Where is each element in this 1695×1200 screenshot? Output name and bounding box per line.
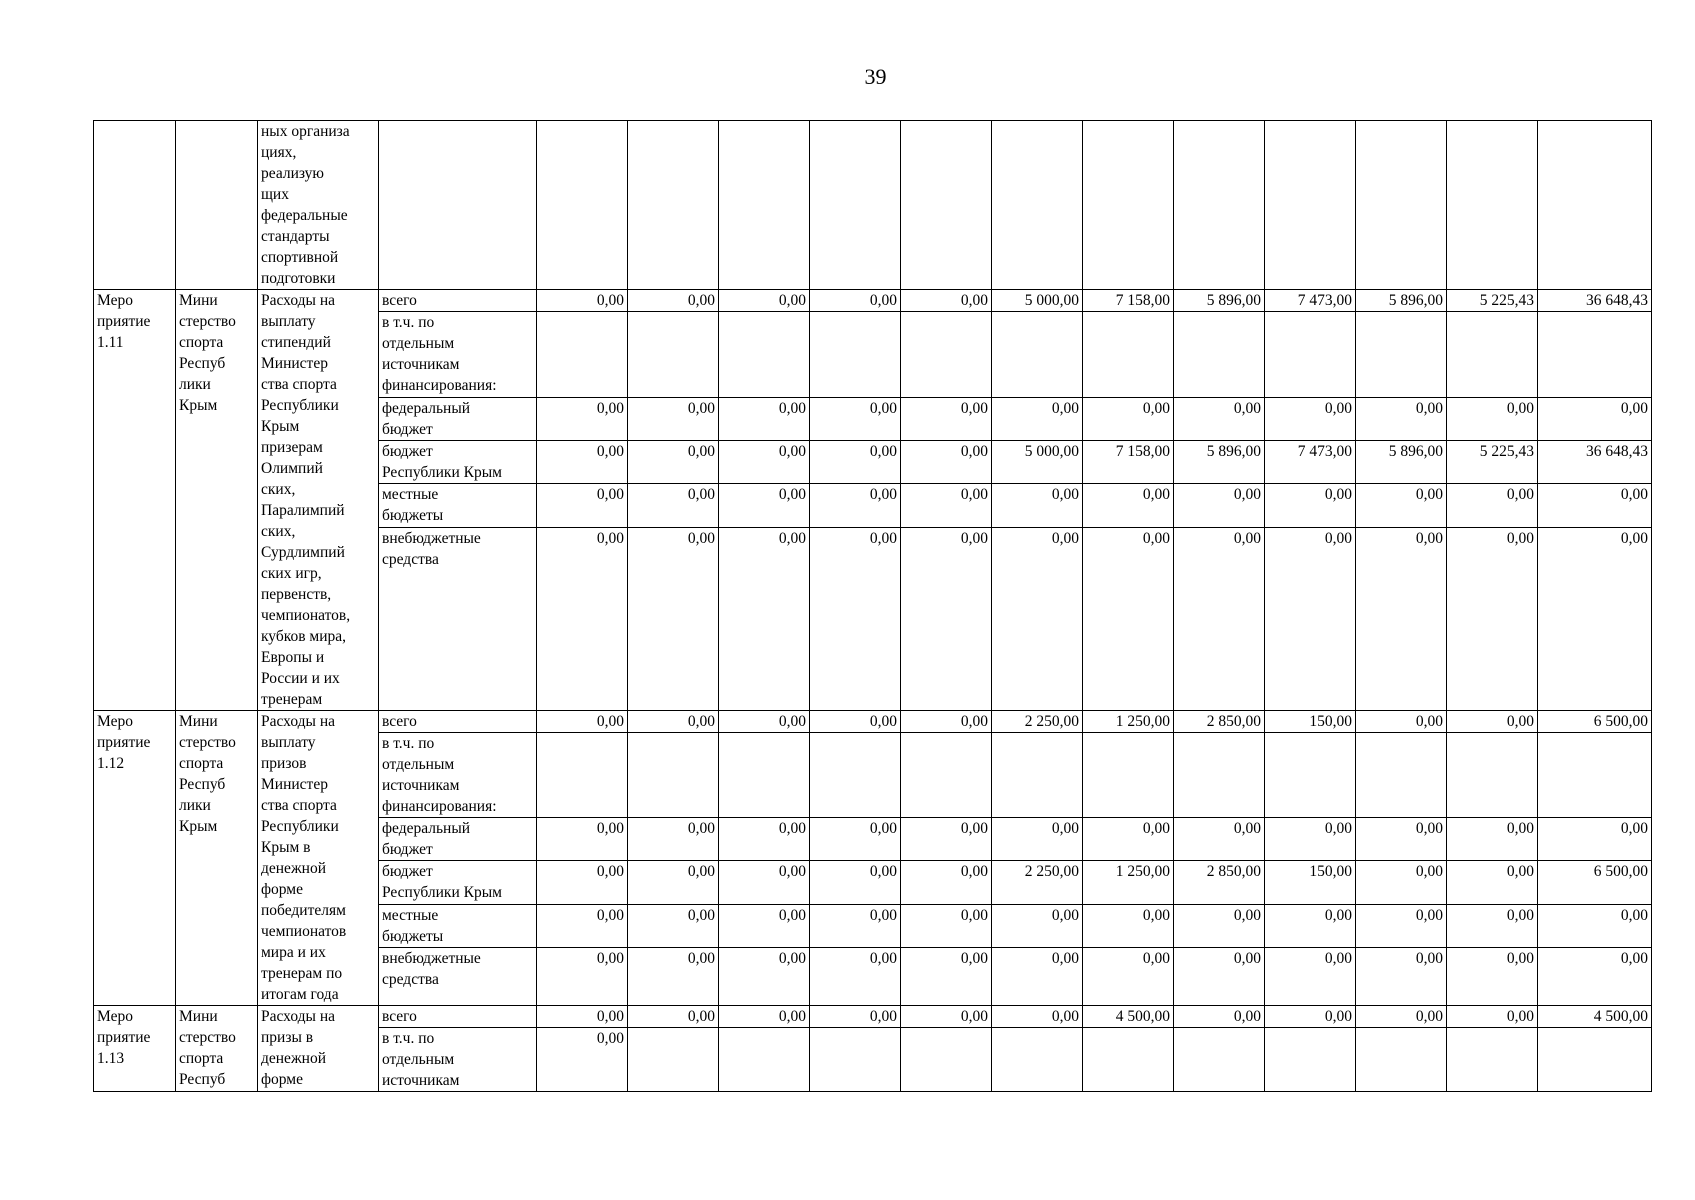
- value-cell: 5 225,43: [1447, 441, 1538, 484]
- value-cell: 4 500,00: [1538, 1006, 1652, 1028]
- cell-empty: [1265, 121, 1356, 290]
- value-cell: 0,00: [628, 818, 719, 861]
- value-cell: 7 158,00: [1083, 290, 1174, 312]
- value-cell: 0,00: [537, 711, 628, 733]
- value-cell: 0,00: [992, 818, 1083, 861]
- value-cell: 0,00: [1174, 484, 1265, 527]
- value-cell: 0,00: [1174, 818, 1265, 861]
- measure-name-cell: Расходы на выплату призов Министер ства спорта Республики Крым в денежной форме победителям чемпионатов мира и их тренерам по итогам года: [258, 711, 379, 1006]
- cell-empty: [1356, 312, 1447, 398]
- value-cell: 0,00: [628, 861, 719, 904]
- value-cell: 0,00: [1538, 397, 1652, 440]
- value-cell: 0,00: [901, 711, 992, 733]
- value-cell: 0,00: [901, 441, 992, 484]
- funding-source-label: местные бюджеты: [379, 904, 537, 947]
- table-row: [94, 121, 1652, 290]
- value-cell: 0,00: [810, 711, 901, 733]
- funding-source-label: всего: [379, 290, 537, 312]
- value-cell: 5 896,00: [1174, 290, 1265, 312]
- value-cell: 4 500,00: [1083, 1006, 1174, 1028]
- value-cell: 0,00: [719, 397, 810, 440]
- cell-empty: [1083, 1028, 1174, 1092]
- value-cell: 0,00: [1083, 527, 1174, 710]
- executor-cell: Мини стерство спорта Респуб лики Крым: [176, 711, 258, 1006]
- value-cell: 0,00: [628, 711, 719, 733]
- funding-source-label: федеральный бюджет: [379, 818, 537, 861]
- value-cell: 0,00: [1265, 818, 1356, 861]
- value-cell: 0,00: [628, 484, 719, 527]
- page-number: 39: [864, 64, 887, 89]
- value-cell: 0,00: [537, 527, 628, 710]
- cell-empty: [1538, 312, 1652, 398]
- cell-empty: [719, 733, 810, 818]
- table-row: [94, 1006, 1652, 1028]
- value-cell: 0,00: [1265, 397, 1356, 440]
- value-cell: 0,00: [719, 484, 810, 527]
- value-cell: 0,00: [1265, 1006, 1356, 1028]
- value-cell: 0,00: [628, 290, 719, 312]
- value-cell: 0,00: [628, 947, 719, 1005]
- value-cell: 0,00: [1356, 1006, 1447, 1028]
- value-cell: 0,00: [1538, 904, 1652, 947]
- value-cell: 7 473,00: [1265, 290, 1356, 312]
- value-cell: 0,00: [1174, 904, 1265, 947]
- cell-empty: [992, 121, 1083, 290]
- value-cell: 0,00: [901, 818, 992, 861]
- funding-source-label: в т.ч. по отдельным источникам финансирования:: [379, 312, 537, 398]
- value-cell: 2 250,00: [992, 711, 1083, 733]
- cell-empty: [1447, 312, 1538, 398]
- cell-empty: [992, 1028, 1083, 1092]
- funding-source-label: в т.ч. по отдельным источникам: [379, 1028, 537, 1092]
- cell-empty: [537, 312, 628, 398]
- value-cell: 0,00: [1356, 397, 1447, 440]
- table-body: [94, 121, 1652, 1092]
- value-cell: 0,00: [537, 818, 628, 861]
- value-cell: 0,00: [1447, 397, 1538, 440]
- value-cell: 0,00: [1538, 947, 1652, 1005]
- value-cell: 5 896,00: [1356, 290, 1447, 312]
- value-cell: 0,00: [901, 904, 992, 947]
- cell-empty: [810, 733, 901, 818]
- executor-cell: Мини стерство спорта Респуб лики Крым: [176, 290, 258, 711]
- value-cell: 2 250,00: [992, 861, 1083, 904]
- value-cell: 0,00: [537, 1028, 628, 1092]
- value-cell: 0,00: [810, 441, 901, 484]
- executor-cell: Мини стерство спорта Респуб: [176, 1006, 258, 1092]
- cell-empty: [719, 312, 810, 398]
- cell-empty: [1538, 733, 1652, 818]
- value-cell: 0,00: [992, 527, 1083, 710]
- value-cell: 0,00: [1447, 1006, 1538, 1028]
- cell-empty: [1174, 1028, 1265, 1092]
- value-cell: 1 250,00: [1083, 711, 1174, 733]
- cell-empty: [1356, 733, 1447, 818]
- value-cell: 0,00: [992, 947, 1083, 1005]
- cell-empty: [628, 733, 719, 818]
- measure-id-cell: Меро приятие 1.13: [94, 1006, 176, 1092]
- value-cell: 0,00: [1538, 527, 1652, 710]
- cell-empty: [1174, 121, 1265, 290]
- cell-empty: [1447, 733, 1538, 818]
- cell-empty: [719, 121, 810, 290]
- cell-empty: [1356, 121, 1447, 290]
- value-cell: 0,00: [1447, 861, 1538, 904]
- value-cell: 0,00: [1356, 484, 1447, 527]
- cell-empty: [810, 121, 901, 290]
- value-cell: 0,00: [537, 484, 628, 527]
- value-cell: 0,00: [1538, 818, 1652, 861]
- value-cell: 0,00: [901, 1006, 992, 1028]
- value-cell: 0,00: [1356, 904, 1447, 947]
- value-cell: 0,00: [719, 1006, 810, 1028]
- cell-empty: [810, 1028, 901, 1092]
- value-cell: 0,00: [628, 397, 719, 440]
- cell-empty: [992, 312, 1083, 398]
- cell-empty: [901, 121, 992, 290]
- value-cell: 0,00: [537, 441, 628, 484]
- value-cell: 0,00: [1083, 397, 1174, 440]
- cell-empty: [810, 312, 901, 398]
- value-cell: 0,00: [1447, 527, 1538, 710]
- value-cell: 0,00: [1447, 711, 1538, 733]
- value-cell: 0,00: [1447, 484, 1538, 527]
- value-cell: 0,00: [1083, 818, 1174, 861]
- cell-empty: [1265, 312, 1356, 398]
- cell-empty: [1083, 121, 1174, 290]
- value-cell: 0,00: [1356, 818, 1447, 861]
- value-cell: 0,00: [992, 397, 1083, 440]
- value-cell: 0,00: [537, 861, 628, 904]
- value-cell: 0,00: [537, 290, 628, 312]
- table-row: [94, 711, 1652, 733]
- cell-empty: [1265, 733, 1356, 818]
- cell-empty: [537, 733, 628, 818]
- measure-name-cell: Расходы на выплату стипендий Министер ства спорта Республики Крым призерам Олимпий ских, Паралимпий ских, Сурдлимпий ских игр, первенств, чемпионатов, кубков мира, Европы и России и их тренерам: [258, 290, 379, 711]
- value-cell: 36 648,43: [1538, 441, 1652, 484]
- value-cell: 5 896,00: [1356, 441, 1447, 484]
- value-cell: 0,00: [719, 947, 810, 1005]
- value-cell: 5 225,43: [1447, 290, 1538, 312]
- value-cell: 0,00: [1447, 947, 1538, 1005]
- cell-empty: [901, 1028, 992, 1092]
- value-cell: 6 500,00: [1538, 711, 1652, 733]
- value-cell: 0,00: [1265, 527, 1356, 710]
- cell-empty: [94, 121, 176, 290]
- value-cell: 150,00: [1265, 861, 1356, 904]
- measure-id-cell: Меро приятие 1.12: [94, 711, 176, 1006]
- value-cell: 0,00: [1356, 861, 1447, 904]
- value-cell: 0,00: [810, 397, 901, 440]
- funding-source-label: всего: [379, 711, 537, 733]
- value-cell: 5 000,00: [992, 290, 1083, 312]
- value-cell: 0,00: [1265, 947, 1356, 1005]
- funding-source-label: федеральный бюджет: [379, 397, 537, 440]
- value-cell: 0,00: [810, 484, 901, 527]
- value-cell: 6 500,00: [1538, 861, 1652, 904]
- value-cell: 0,00: [1447, 818, 1538, 861]
- value-cell: 0,00: [1174, 1006, 1265, 1028]
- cell-empty: [992, 733, 1083, 818]
- value-cell: 0,00: [1174, 527, 1265, 710]
- value-cell: 2 850,00: [1174, 861, 1265, 904]
- value-cell: 0,00: [1265, 484, 1356, 527]
- value-cell: 0,00: [537, 1006, 628, 1028]
- value-cell: 0,00: [719, 904, 810, 947]
- cell-empty: [1356, 1028, 1447, 1092]
- value-cell: 0,00: [901, 290, 992, 312]
- cell-empty: [1174, 733, 1265, 818]
- value-cell: 0,00: [1265, 904, 1356, 947]
- value-cell: 0,00: [901, 527, 992, 710]
- funding-source-label: всего: [379, 1006, 537, 1028]
- value-cell: 0,00: [628, 904, 719, 947]
- funding-source-label: в т.ч. по отдельным источникам финансирования:: [379, 733, 537, 818]
- value-cell: 0,00: [1447, 904, 1538, 947]
- cell-empty: [1538, 1028, 1652, 1092]
- value-cell: 0,00: [719, 527, 810, 710]
- value-cell: 0,00: [992, 904, 1083, 947]
- cell-empty: [1083, 733, 1174, 818]
- value-cell: 0,00: [1174, 947, 1265, 1005]
- value-cell: 0,00: [992, 484, 1083, 527]
- cell-empty: [628, 1028, 719, 1092]
- value-cell: 0,00: [719, 290, 810, 312]
- value-cell: 0,00: [1356, 711, 1447, 733]
- cell-empty: [1174, 312, 1265, 398]
- cell-empty: [901, 312, 992, 398]
- cell-empty: [628, 312, 719, 398]
- value-cell: 7 473,00: [1265, 441, 1356, 484]
- value-cell: 36 648,43: [1538, 290, 1652, 312]
- value-cell: 0,00: [628, 1006, 719, 1028]
- measure-name-cell: Расходы на призы в денежной форме: [258, 1006, 379, 1092]
- value-cell: 0,00: [1538, 484, 1652, 527]
- value-cell: 7 158,00: [1083, 441, 1174, 484]
- measure-id-cell: Меро приятие 1.11: [94, 290, 176, 711]
- value-cell: 0,00: [901, 484, 992, 527]
- value-cell: 0,00: [901, 947, 992, 1005]
- value-cell: 0,00: [719, 861, 810, 904]
- budget-table: [93, 120, 1652, 1092]
- value-cell: 1 250,00: [1083, 861, 1174, 904]
- cell-empty: [537, 121, 628, 290]
- value-cell: 0,00: [719, 818, 810, 861]
- funding-source-label: внебюджетные средства: [379, 527, 537, 710]
- funding-source-label: местные бюджеты: [379, 484, 537, 527]
- value-cell: 2 850,00: [1174, 711, 1265, 733]
- value-cell: 0,00: [628, 527, 719, 710]
- cell-empty: [1538, 121, 1652, 290]
- value-cell: 0,00: [537, 397, 628, 440]
- value-cell: 5 000,00: [992, 441, 1083, 484]
- value-cell: 0,00: [628, 441, 719, 484]
- value-cell: 0,00: [810, 861, 901, 904]
- funding-source-label: бюджет Республики Крым: [379, 861, 537, 904]
- funding-source-label: внебюджетные средства: [379, 947, 537, 1005]
- value-cell: 0,00: [1174, 397, 1265, 440]
- value-cell: 0,00: [1356, 947, 1447, 1005]
- cell-empty: [719, 1028, 810, 1092]
- value-cell: 0,00: [901, 861, 992, 904]
- cell-empty: [1447, 121, 1538, 290]
- cell-empty: [628, 121, 719, 290]
- value-cell: 0,00: [537, 904, 628, 947]
- value-cell: 0,00: [810, 290, 901, 312]
- value-cell: 0,00: [810, 1006, 901, 1028]
- value-cell: 0,00: [1083, 904, 1174, 947]
- value-cell: 0,00: [719, 711, 810, 733]
- value-cell: 0,00: [1356, 527, 1447, 710]
- value-cell: 0,00: [810, 818, 901, 861]
- funding-source-label: бюджет Республики Крым: [379, 441, 537, 484]
- value-cell: 0,00: [810, 947, 901, 1005]
- cell-empty: [176, 121, 258, 290]
- cell-empty: [901, 733, 992, 818]
- value-cell: 0,00: [992, 1006, 1083, 1028]
- measure-name-cell: ных организа циях, реализую щих федеральные стандарты спортивной подготовки: [258, 121, 379, 290]
- value-cell: 0,00: [537, 947, 628, 1005]
- value-cell: 5 896,00: [1174, 441, 1265, 484]
- value-cell: 0,00: [719, 441, 810, 484]
- value-cell: 0,00: [901, 397, 992, 440]
- cell-empty: [1265, 1028, 1356, 1092]
- table-row: [94, 290, 1652, 312]
- cell-empty: [379, 121, 537, 290]
- value-cell: 150,00: [1265, 711, 1356, 733]
- value-cell: 0,00: [1083, 947, 1174, 1005]
- cell-empty: [1447, 1028, 1538, 1092]
- cell-empty: [1083, 312, 1174, 398]
- value-cell: 0,00: [810, 904, 901, 947]
- value-cell: 0,00: [1083, 484, 1174, 527]
- value-cell: 0,00: [810, 527, 901, 710]
